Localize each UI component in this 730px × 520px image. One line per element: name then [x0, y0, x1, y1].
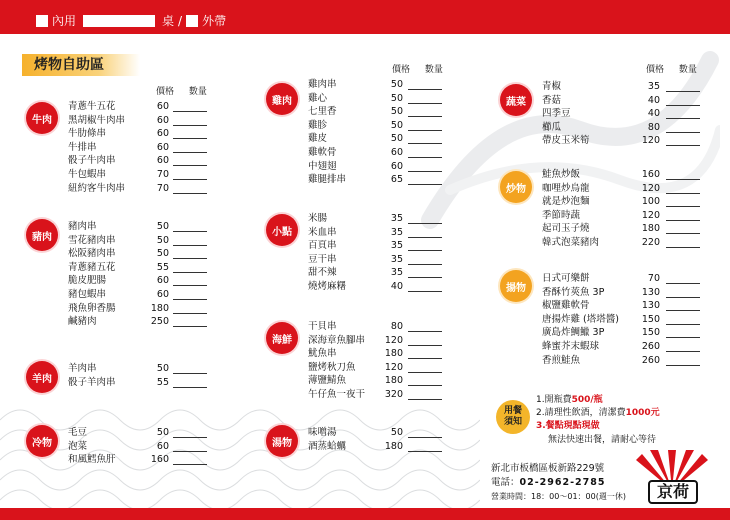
menu-item-price: 60 [156, 275, 169, 287]
menu-item-row [308, 92, 444, 106]
menu-item-name: 紐約客牛肉串 [68, 182, 126, 194]
quantity-line-field[interactable] [173, 152, 207, 153]
dine-in-checkbox[interactable] [36, 15, 48, 27]
menu-item-name: 燒烤麻糬 [308, 281, 347, 292]
quantity-line-field[interactable] [408, 237, 442, 238]
menu-item-price: 50 [156, 363, 169, 374]
menu-item-name: 米血串 [308, 226, 337, 238]
menu-item-price: 50 [390, 79, 403, 90]
menu-item-name: 牛排串 [68, 141, 97, 153]
menu-item-price: 50 [390, 106, 403, 118]
quantity-line-field[interactable] [666, 132, 700, 133]
menu-item-price: 250 [150, 316, 169, 328]
qty-header: 數量 [424, 65, 443, 75]
notice-line-2-text: 2.請理性飲酒，清潔費 [536, 408, 626, 418]
menu-item-price: 160 [150, 454, 169, 466]
menu-item-price: 150 [641, 327, 660, 339]
menu-item-row [68, 261, 209, 275]
menu-item-price: 60 [156, 155, 169, 167]
menu-item-row [308, 146, 444, 160]
menu-item-name: 和風鱈魚肝 [68, 454, 116, 466]
quantity-line-field[interactable] [666, 365, 700, 366]
quantity-line-field[interactable] [173, 313, 207, 314]
menu-item-price: 40 [647, 108, 660, 120]
menu-item-name: 雞肉串 [308, 79, 337, 90]
menu-item-row [308, 426, 444, 440]
menu-item-name: 香菇 [542, 94, 562, 106]
quantity-line-field[interactable] [666, 297, 700, 298]
quantity-line-field[interactable] [408, 184, 442, 185]
menu-item-row [542, 313, 702, 327]
menu-item-price: 80 [390, 321, 403, 332]
menu-item-price: 80 [647, 121, 660, 133]
menu-item-row [308, 119, 444, 133]
menu-item-row [68, 114, 209, 128]
menu-item-row [542, 94, 702, 108]
menu-item-name: 帶皮玉米筍 [542, 135, 590, 147]
corkage-fee: 500/瓶 [571, 395, 603, 405]
quantity-line-field[interactable] [173, 138, 207, 139]
price-header: 價格 [646, 65, 665, 75]
menu-item-row [542, 326, 702, 340]
menu-item-row [308, 266, 444, 280]
menu-item-row [68, 376, 209, 390]
quantity-line-field[interactable] [173, 179, 207, 180]
menu-item-name: 四季豆 [542, 108, 571, 120]
menu-item-row [542, 222, 702, 236]
menu-item-row [68, 127, 209, 141]
menu-item-name: 香煎鮭魚 [542, 354, 581, 366]
menu-item-row [68, 154, 209, 168]
quantity-line-field[interactable] [666, 193, 700, 194]
menu-item-row [308, 226, 444, 240]
menu-item-price: 60 [390, 147, 403, 158]
menu-item-price: 150 [641, 313, 660, 325]
notice-badge-top: 用餐 [503, 406, 522, 416]
quantity-line-field[interactable] [408, 358, 442, 359]
dine-in-label: 內用 [52, 14, 77, 28]
menu-item-row [308, 280, 444, 294]
menu-item-price: 50 [156, 427, 169, 438]
menu-item-price: 120 [641, 209, 660, 221]
menu-item-name: 毛豆 [68, 427, 88, 438]
menu-item-name: 酒蒸蛤蠣 [308, 440, 347, 452]
category-badge-deepfried: 揚物 [500, 270, 532, 302]
menu-item-name: 季節時蔬 [542, 209, 581, 221]
menu-item-name: 青蔥牛五花 [68, 101, 116, 112]
menu-item-name: 香酥竹莢魚 3P [542, 286, 605, 298]
menu-item-name: 泡菜 [68, 440, 88, 452]
menu-item-row [542, 299, 702, 313]
menu-item-row [68, 288, 209, 302]
qty-header: 數量 [188, 87, 207, 97]
category-badge-cold: 冷物 [26, 425, 58, 457]
category-badge-veg: 蔬菜 [500, 84, 532, 116]
menu-item-price: 35 [390, 267, 403, 279]
menu-item-name: 牛包蝦串 [68, 169, 107, 180]
menu-item-price: 50 [156, 221, 169, 232]
menu-item-row [308, 105, 444, 119]
quantity-line-field[interactable] [173, 299, 207, 300]
phone-label: 電話： [491, 477, 520, 488]
quantity-line-field[interactable] [173, 373, 207, 374]
menu-item-name: 薄鹽鯖魚 [308, 375, 347, 387]
quantity-line-field[interactable] [666, 310, 700, 311]
quantity-line-field[interactable] [666, 179, 700, 180]
menu-item-price: 50 [156, 234, 169, 246]
quantity-line-field[interactable] [408, 103, 442, 104]
menu-item-price: 180 [150, 302, 169, 314]
quantity-line-field[interactable] [408, 223, 442, 224]
menu-item-name: 米腸 [308, 213, 328, 224]
menu-item-row [308, 173, 444, 187]
menu-item-price: 70 [647, 273, 660, 284]
menu-item-name: 百頁串 [308, 240, 337, 252]
menu-item-row [542, 182, 702, 196]
menu-item-price: 60 [156, 128, 169, 140]
menu-item-price: 100 [641, 196, 660, 208]
table-number-field[interactable] [83, 15, 155, 27]
menu-item-row [542, 272, 702, 286]
menu-item-price: 70 [156, 169, 169, 180]
bottom-band [0, 508, 730, 520]
menu-item-row [308, 388, 444, 402]
qty-header: 數量 [678, 65, 697, 75]
menu-item-row [308, 361, 444, 375]
menu-item-price: 60 [156, 101, 169, 112]
menu-item-row [542, 121, 702, 135]
menu-item-price: 35 [390, 240, 403, 252]
menu-item-name: 鹽烤秋刀魚 [308, 361, 356, 373]
menu-item-row [542, 286, 702, 300]
menu-item-name: 飛魚卵香腸 [68, 302, 116, 314]
cleaning-fee: 1000元 [625, 408, 660, 418]
logo-text: 京荷 [648, 480, 698, 504]
menu-item-price: 60 [156, 289, 169, 300]
menu-item-name: 骰子羊肉串 [68, 376, 116, 388]
menu-item-price: 120 [641, 182, 660, 194]
menu-item-price: 60 [156, 141, 169, 153]
notice-badge-bottom: 須知 [503, 417, 522, 427]
quantity-line-field[interactable] [173, 125, 207, 126]
menu-item-price: 40 [390, 281, 403, 292]
menu-item-name: 起司玉子燒 [542, 223, 590, 235]
menu-item-price: 60 [156, 114, 169, 126]
menu-item-name: 雞胗 [308, 119, 328, 131]
menu-item-name: 干貝串 [308, 321, 337, 332]
menu-item-name: 唐揚炸雞 (塔塔醬) [542, 313, 619, 325]
menu-item-price: 55 [156, 376, 169, 388]
brand-logo [634, 450, 710, 510]
menu-item-name: 松阪豬肉串 [68, 248, 116, 260]
menu-item-price: 55 [156, 261, 169, 273]
menu-item-row [308, 132, 444, 146]
menu-item-row [308, 347, 444, 361]
menu-item-name: 椒鹽雞軟骨 [542, 300, 590, 312]
menu-item-row [68, 182, 209, 196]
price-header: 價格 [156, 87, 175, 97]
quantity-line-field[interactable] [173, 193, 207, 194]
menu-item-price: 120 [641, 135, 660, 147]
menu-item-price: 130 [641, 286, 660, 298]
column-header-middle [392, 62, 443, 75]
notice-line-1 [536, 392, 603, 405]
menu-item-price: 50 [390, 92, 403, 104]
quantity-line-field[interactable] [173, 165, 207, 166]
quantity-line-field[interactable] [666, 351, 700, 352]
menu-item-price: 40 [647, 94, 660, 106]
menu-item-name: 甜不辣 [308, 267, 337, 279]
menu-item-name: 雞皮 [308, 133, 328, 145]
category-badge-pork: 豬肉 [26, 219, 58, 251]
quantity-line-field[interactable] [666, 145, 700, 146]
quantity-line-field[interactable] [173, 285, 207, 286]
quantity-line-field[interactable] [408, 291, 442, 292]
quantity-line-field[interactable] [666, 283, 700, 284]
menu-item-name: 雞腿排串 [308, 174, 347, 186]
menu-item-row [68, 220, 209, 234]
quantity-line-field[interactable] [666, 118, 700, 119]
quantity-line-field[interactable] [408, 331, 442, 332]
menu-item-row [542, 236, 702, 250]
menu-item-price: 130 [641, 300, 660, 312]
menu-item-row [68, 315, 209, 329]
quantity-line-field[interactable] [173, 258, 207, 259]
menu-item-price: 60 [390, 160, 403, 172]
quantity-line-field[interactable] [408, 171, 442, 172]
menu-item-price: 35 [390, 213, 403, 224]
quantity-line-field[interactable] [173, 437, 207, 438]
menu-item-price: 35 [390, 226, 403, 238]
menu-item-name: 牛肋條串 [68, 128, 107, 140]
menu-item-name: 午仔魚一夜干 [308, 389, 366, 400]
menu-item-price: 35 [390, 253, 403, 265]
quantity-line-field[interactable] [408, 116, 442, 117]
menu-item-row [68, 440, 209, 454]
menu-item-price: 60 [156, 440, 169, 452]
quantity-line-field[interactable] [173, 245, 207, 246]
menu-item-name: 羊肉串 [68, 363, 97, 374]
menu-item-name: 味噌湯 [308, 427, 337, 438]
quantity-line-field[interactable] [173, 387, 207, 388]
menu-item-name: 黑胡椒牛肉串 [68, 114, 126, 126]
menu-item-row [68, 168, 209, 182]
menu-item-name: 咖哩炒烏龍 [542, 182, 590, 194]
menu-item-row [68, 453, 209, 467]
menu-item-name: 雞軟骨 [308, 147, 337, 158]
quantity-line-field[interactable] [666, 91, 700, 92]
category-badge-lamb: 羊肉 [26, 361, 58, 393]
category-badge-seafood: 海鮮 [266, 322, 298, 354]
menu-item-row [542, 80, 702, 94]
menu-item-row [68, 362, 209, 376]
quantity-line-field[interactable] [408, 277, 442, 278]
menu-item-name: 脆皮肥腸 [68, 275, 107, 287]
quantity-line-field[interactable] [408, 250, 442, 251]
menu-item-name: 豬肉串 [68, 221, 97, 232]
menu-item-price: 50 [390, 427, 403, 438]
menu-item-price: 320 [384, 389, 403, 400]
quantity-line-field[interactable] [408, 264, 442, 265]
menu-item-row [308, 374, 444, 388]
menu-item-name: 日式可樂餅 [542, 273, 590, 284]
menu-item-name: 鹹豬肉 [68, 316, 97, 328]
menu-item-price: 50 [390, 133, 403, 145]
dining-notice-badge [496, 400, 530, 434]
menu-item-name: 深海章魚腳串 [308, 334, 366, 346]
menu-item-row [68, 234, 209, 248]
menu-item-name: 七里香 [308, 106, 337, 118]
menu-item-name: 鮭魚炒飯 [542, 169, 581, 180]
category-badge-snack: 小點 [266, 214, 298, 246]
menu-item-row [308, 253, 444, 267]
store-info [491, 462, 634, 510]
menu-item-name: 豆干串 [308, 253, 337, 265]
column-header-left [156, 84, 207, 97]
order-type-row [36, 12, 226, 29]
menu-item-row [308, 239, 444, 253]
menu-item-price: 65 [390, 174, 403, 186]
menu-item-name: 骰子牛肉串 [68, 155, 116, 167]
menu-item-row [308, 440, 444, 454]
quantity-line-field[interactable] [666, 324, 700, 325]
menu-item-name: 雞心 [308, 92, 328, 104]
notice-line-1-text: 1.開瓶費 [536, 395, 572, 405]
category-badge-fried: 炒物 [500, 171, 532, 203]
menu-item-row [308, 160, 444, 174]
menu-item-row [68, 426, 209, 440]
quantity-line-field[interactable] [408, 89, 442, 90]
quantity-line-field[interactable] [666, 247, 700, 248]
quantity-line-field[interactable] [173, 326, 207, 327]
quantity-line-field[interactable] [173, 464, 207, 465]
menu-item-row [542, 107, 702, 121]
quantity-line-field[interactable] [666, 337, 700, 338]
menu-item-name: 蜂蜜芥末蝦球 [542, 341, 600, 352]
table-label: 桌 [162, 14, 175, 28]
menu-item-price: 180 [384, 375, 403, 387]
menu-item-row [68, 247, 209, 261]
menu-item-price: 180 [641, 223, 660, 235]
quantity-line-field[interactable] [666, 105, 700, 106]
category-badge-beef: 牛肉 [26, 102, 58, 134]
menu-item-name: 青椒 [542, 81, 562, 92]
menu-item-row [308, 320, 444, 334]
top-header-bar [0, 0, 730, 34]
menu-item-row [542, 195, 702, 209]
menu-item-price: 220 [641, 237, 660, 248]
category-badge-soup: 湯物 [266, 425, 298, 457]
menu-item-name: 中翅翅 [308, 160, 337, 172]
store-hours: 營業時間：18：00～01：00(週一休) [491, 492, 626, 501]
menu-item-price: 35 [647, 81, 660, 92]
quantity-line-field[interactable] [408, 345, 442, 346]
quantity-line-field[interactable] [173, 451, 207, 452]
menu-item-price: 120 [384, 361, 403, 373]
takeout-checkbox[interactable] [186, 15, 198, 27]
menu-item-price: 50 [156, 248, 169, 260]
quantity-line-field[interactable] [173, 111, 207, 112]
quantity-line-field[interactable] [408, 385, 442, 386]
menu-item-name: 魷魚串 [308, 348, 337, 360]
store-address: 新北市板橋區板新路229號 [491, 463, 605, 474]
quantity-line-field[interactable] [408, 451, 442, 452]
menu-item-row [308, 334, 444, 348]
store-phone: 02-2962-2785 [519, 477, 606, 488]
menu-item-row [542, 168, 702, 182]
quantity-line-field[interactable] [408, 399, 442, 400]
order-separator: / [178, 13, 183, 28]
quantity-line-field[interactable] [408, 437, 442, 438]
menu-item-row [542, 209, 702, 223]
menu-item-price: 180 [384, 348, 403, 360]
menu-item-row [68, 141, 209, 155]
menu-item-price: 50 [390, 119, 403, 131]
quantity-line-field[interactable] [666, 233, 700, 234]
notice-line-4: 無法快速出餐，請耐心等待 [548, 435, 657, 445]
price-header: 價格 [392, 65, 411, 75]
menu-item-name: 櫛瓜 [542, 121, 562, 133]
quantity-line-field[interactable] [408, 143, 442, 144]
menu-item-name: 豬包蝦串 [68, 289, 107, 300]
column-header-right [646, 62, 697, 75]
category-badge-chicken: 雞肉 [266, 83, 298, 115]
notice-line-2 [536, 405, 660, 418]
quantity-line-field[interactable] [173, 272, 207, 273]
menu-item-price: 260 [641, 341, 660, 352]
menu-item-name: 韓式泡菜豬肉 [542, 237, 600, 248]
menu-item-name: 青蔥豬五花 [68, 261, 116, 273]
quantity-line-field[interactable] [408, 130, 442, 131]
menu-item-row [542, 354, 702, 368]
menu-item-name: 雪花豬肉串 [68, 234, 116, 246]
quantity-line-field[interactable] [408, 157, 442, 158]
menu-item-price: 120 [384, 334, 403, 346]
quantity-line-field[interactable] [666, 206, 700, 207]
menu-item-price: 180 [384, 440, 403, 452]
menu-item-name: 就是炒泡麵 [542, 196, 590, 208]
quantity-line-field[interactable] [666, 220, 700, 221]
menu-item-row [542, 340, 702, 354]
section-title: 烤物自助區 [22, 54, 140, 76]
menu-item-name: 廣島炸鯛鱲 3P [542, 327, 605, 339]
menu-item-price: 70 [156, 182, 169, 194]
menu-item-row [68, 100, 209, 114]
menu-item-row [68, 274, 209, 288]
menu-item-row [308, 78, 444, 92]
menu-item-row [68, 302, 209, 316]
quantity-line-field[interactable] [173, 231, 207, 232]
menu-item-price: 160 [641, 169, 660, 180]
quantity-line-field[interactable] [408, 372, 442, 373]
menu-item-row [542, 134, 702, 148]
notice-line-3: 3.餐點現點現做 [536, 421, 600, 431]
takeout-label: 外帶 [202, 14, 227, 28]
menu-item-price: 260 [641, 354, 660, 366]
menu-item-row [308, 212, 444, 226]
